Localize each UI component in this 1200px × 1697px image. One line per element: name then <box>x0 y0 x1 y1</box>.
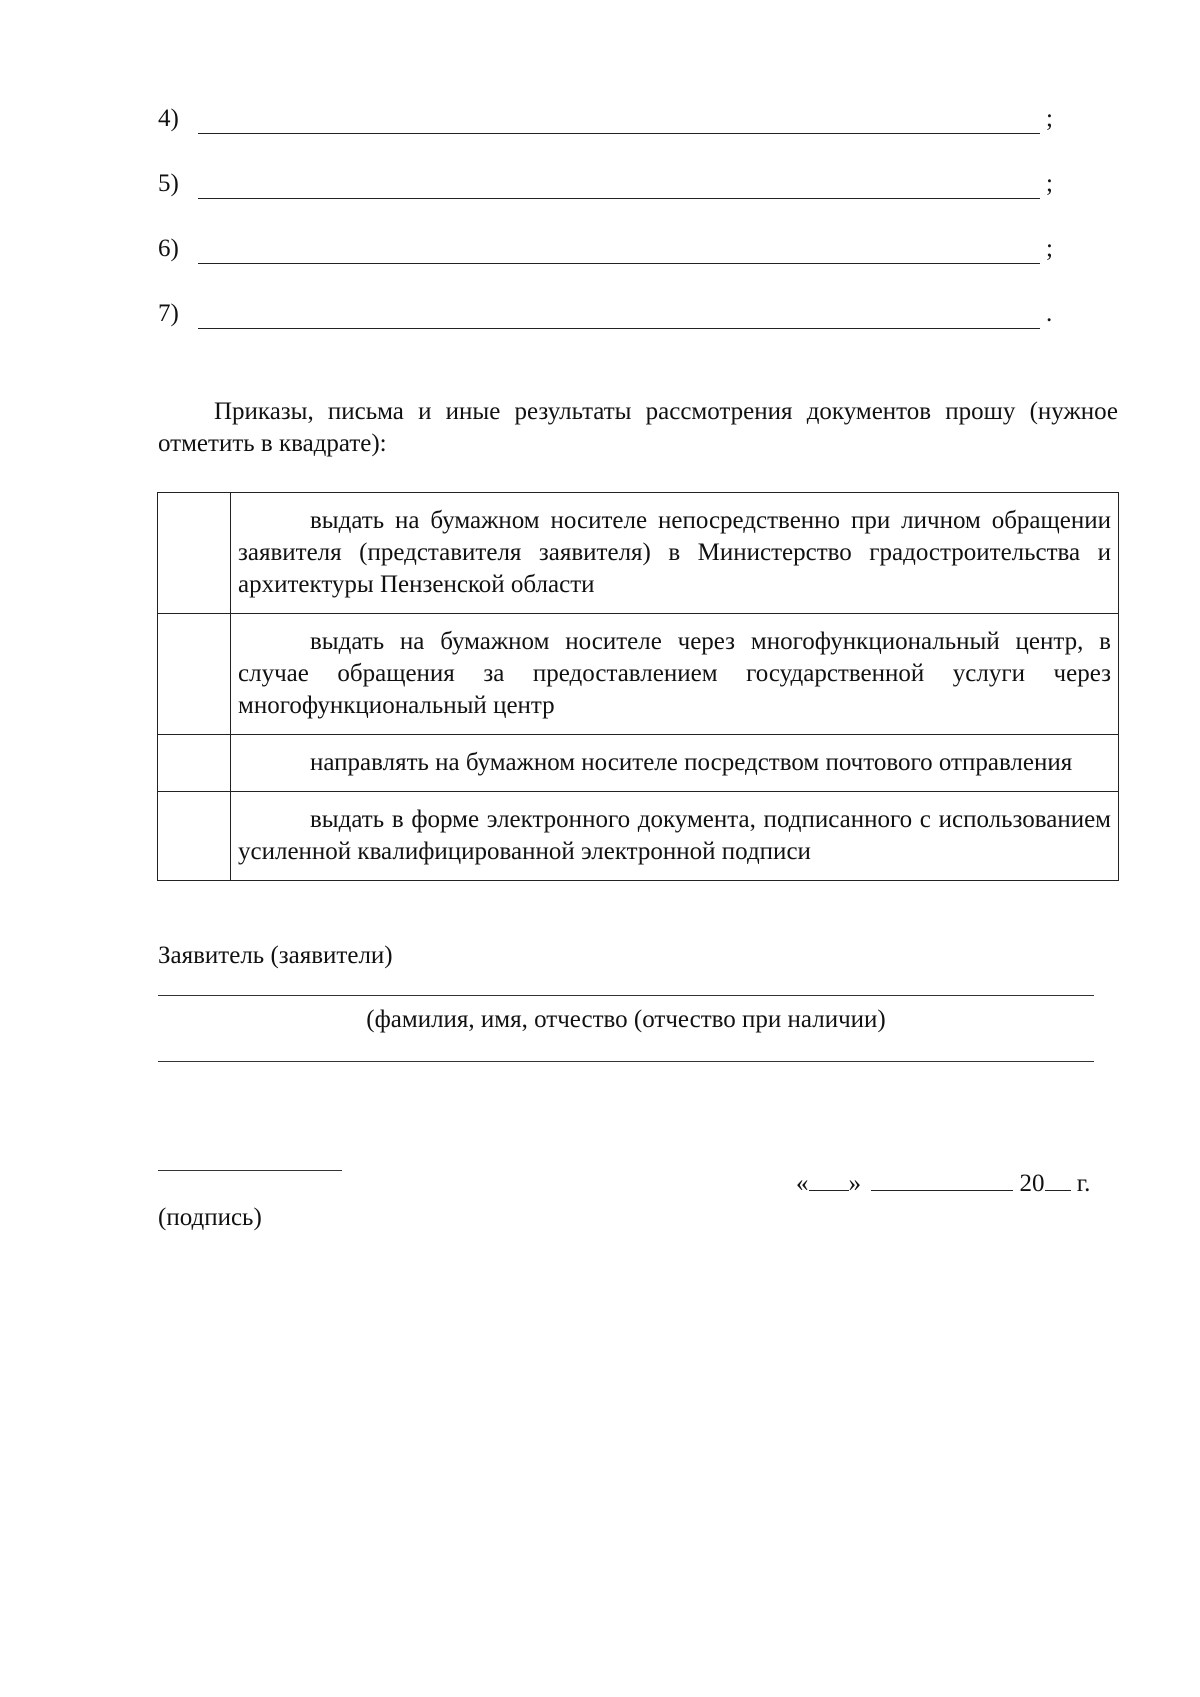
option-checkbox-electronic[interactable] <box>158 792 231 881</box>
applicant-name-line[interactable] <box>158 995 1094 996</box>
line-punctuation: ; <box>1046 170 1053 197</box>
option-row <box>158 614 1119 735</box>
line-number: 7) <box>158 300 179 327</box>
date-open-quote: « <box>796 1170 809 1197</box>
option-text: выдать в форме электронного документа, подписанного с использованием усиленной квалифицированной электронной подписи <box>231 792 1119 881</box>
applicant-label: Заявитель (заявители) <box>158 942 393 969</box>
blank-fill-line[interactable] <box>198 237 1040 264</box>
numbered-line-7[interactable] <box>158 295 1098 329</box>
line-punctuation: ; <box>1046 235 1053 262</box>
numbered-line-4[interactable] <box>158 100 1098 134</box>
blank-fill-line[interactable] <box>198 107 1040 134</box>
option-text: выдать на бумажном носителе через многофункциональный центр, в случае обращения за предоставлением государственной услуги через многофункциональный центр <box>231 614 1119 735</box>
line-number: 6) <box>158 235 179 262</box>
option-checkbox-mfc[interactable] <box>158 614 231 735</box>
delivery-options-table <box>157 492 1119 881</box>
option-checkbox-post[interactable] <box>158 735 231 792</box>
date-day-blank[interactable] <box>809 1168 849 1191</box>
option-row <box>158 493 1119 614</box>
line-punctuation: ; <box>1046 105 1053 132</box>
line-number: 4) <box>158 105 179 132</box>
date-month-blank[interactable] <box>871 1168 1013 1191</box>
date-year-suffix: г. <box>1076 1170 1091 1197</box>
option-row <box>158 735 1119 792</box>
signature-caption: (подпись) <box>158 1204 262 1231</box>
option-checkbox-in-person[interactable] <box>158 493 231 614</box>
line-punctuation: . <box>1046 300 1053 327</box>
numbered-line-5[interactable] <box>158 165 1098 199</box>
blank-fill-line[interactable] <box>198 302 1040 329</box>
fio-caption: (фамилия, имя, отчество (отчество при наличии) <box>366 1006 886 1033</box>
option-text: выдать на бумажном носителе непосредственно при личном обращении заявителя (представителя заявителя) в Министерство градостроительства и архитектуры Пензенской области <box>231 493 1119 614</box>
option-row <box>158 792 1119 881</box>
numbered-line-6[interactable] <box>158 230 1098 264</box>
signature-line[interactable] <box>158 1170 342 1171</box>
applicant-extra-line[interactable] <box>158 1061 1094 1062</box>
date-field <box>796 1168 1090 1200</box>
instruction-paragraph: Приказы, письма и иные результаты рассмотрения документов прошу (нужное отметить в квадрате): <box>158 398 1118 457</box>
date-year-prefix: 20 <box>1019 1170 1045 1197</box>
date-close-quote: » <box>848 1170 861 1197</box>
blank-fill-line[interactable] <box>198 172 1040 199</box>
line-number: 5) <box>158 170 179 197</box>
date-year-blank[interactable] <box>1045 1168 1071 1191</box>
option-text: направлять на бумажном носителе посредством почтового отправления <box>231 735 1119 792</box>
